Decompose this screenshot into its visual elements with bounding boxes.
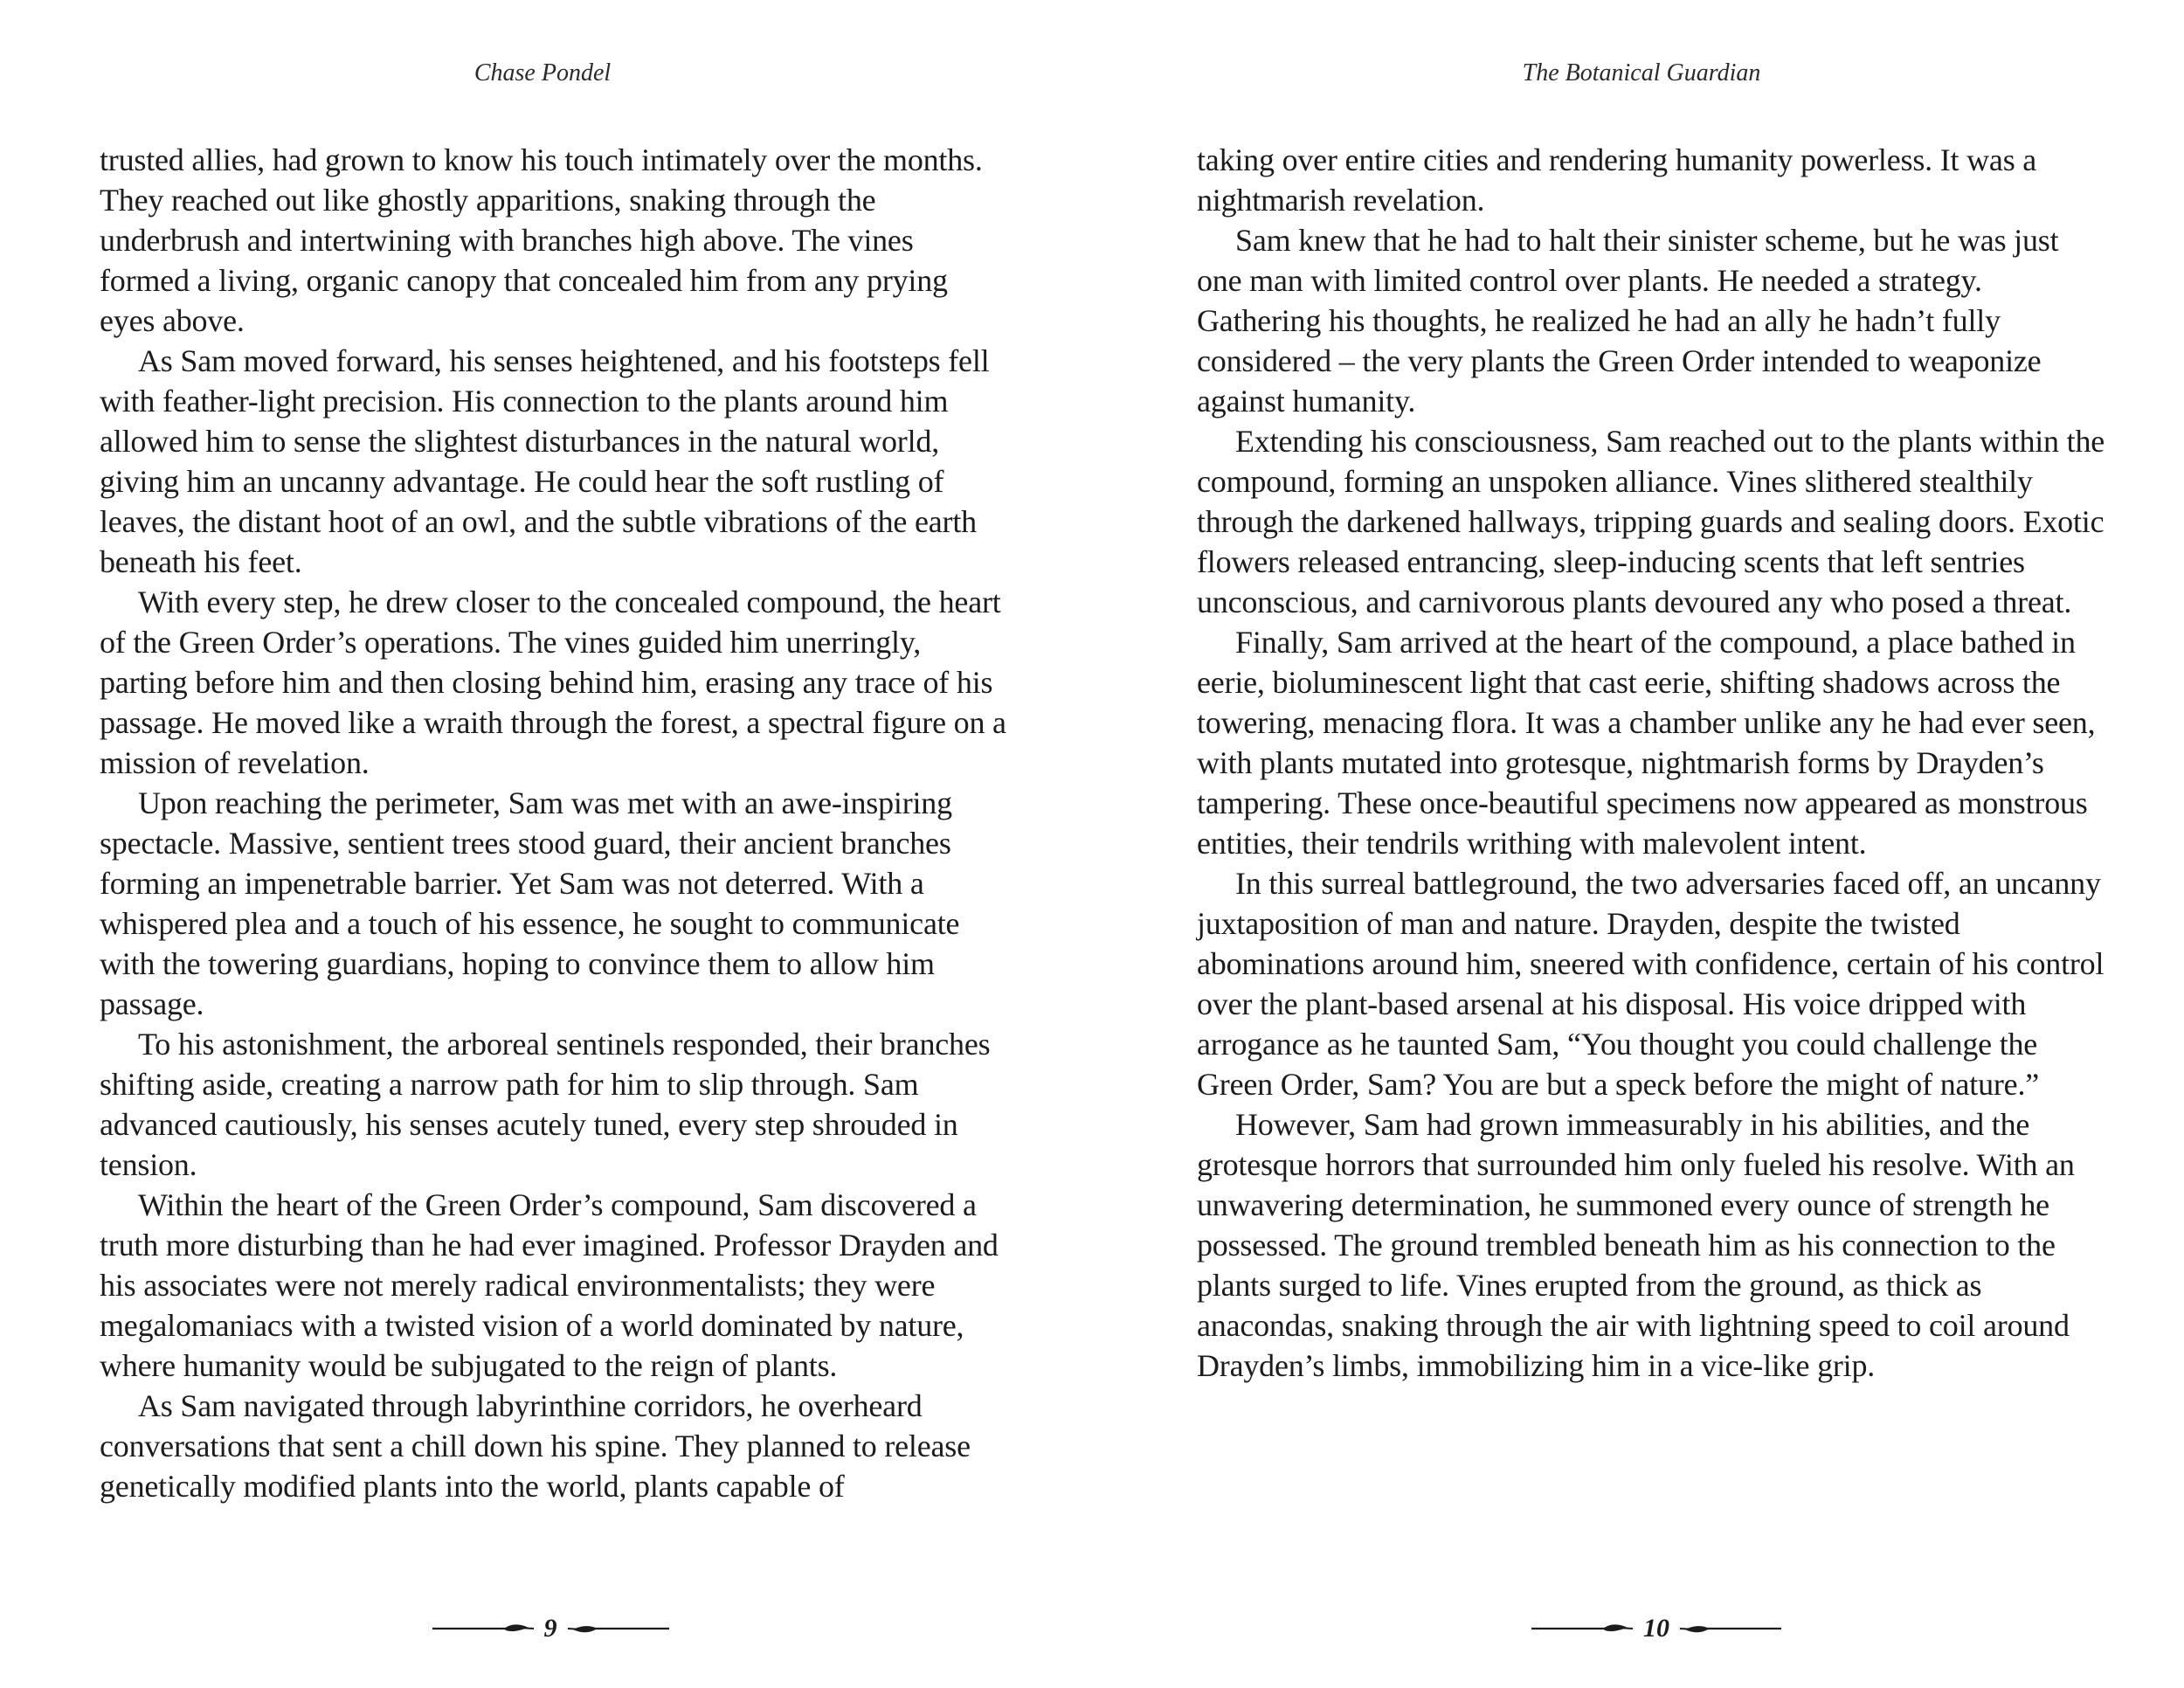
left-flourish-icon — [431, 1620, 536, 1637]
right-page — [1092, 0, 2184, 1688]
paragraph: taking over entire cities and rendering humanity powerless. It was a nightmarish revelation. — [1197, 142, 2037, 218]
running-head-title: The Botanical Guardian — [1522, 59, 1761, 86]
right-page-body — [1197, 140, 2105, 1386]
paragraph: To his astonishment, the arboreal sentinels responded, their branches shifting aside, creating a narrow path for him to slip through. Sam advanced cautiously, his senses acutely tuned, every step shrouded in tension. — [100, 1027, 991, 1182]
running-head-author: Chase Pondel — [473, 59, 612, 86]
right-flourish-icon — [566, 1620, 671, 1637]
paragraph: trusted allies, had grown to know his touch intimately over the months. They reached out like ghostly apparitions, snaking through the underbrush and intertwining with branches high above. The vines formed a living, organic canopy that concealed him from any prying eyes above. — [100, 142, 983, 338]
paragraph: As Sam navigated through labyrinthine corridors, he overheard conversations that sent a chill down his spine. They planned to release genetically modified plants into the world, plants capable of — [100, 1388, 971, 1504]
left-page-body — [100, 140, 1008, 1506]
page-number: 10 — [1643, 1614, 1669, 1643]
paragraph: As Sam moved forward, his senses heightened, and his footsteps fell with feather-light precision. His connection to the plants around him allowed him to sense the slightest disturbances in the natural world, giving him an uncanny advantage. He could hear the soft rustling of leaves, the distant hoot of an owl, and the subtle vibrations of the earth beneath his feet. — [100, 343, 990, 579]
paragraph: Sam knew that he had to halt their sinister scheme, but he was just one man with limited control over plants. He needed a strategy. Gathering his thoughts, he realized he had an ally he hadn’t fully considered – the very plants the Green Order intended to weaponize against humanity. — [1197, 223, 2059, 419]
left-flourish-icon — [1530, 1620, 1635, 1637]
page-number-footer — [1508, 1609, 1805, 1648]
paragraph: Upon reaching the perimeter, Sam was met with an awe-inspiring spectacle. Massive, sentient trees stood guard, their ancient branches forming an impenetrable barrier. Yet Sam was not deterred. With a whispered plea and a touch of his essence, he sought to communicate with the towering guardians, hoping to convince them to allow him passage. — [100, 785, 960, 1021]
paragraph: With every step, he drew closer to the concealed compound, the heart of the Green Order’s operations. The vines guided him unerringly, parting before him and then closing behind him, erasing any trace of his passage. He moved like a wraith through the forest, a spectral figure on a mission of revelation. — [100, 585, 1006, 780]
paragraph: In this surreal battleground, the two adversaries faced off, an uncanny juxtaposition of man and nature. Drayden, despite the twisted abominations around him, sneered with confidence, certain of his control over the plant-based arsenal at his disposal. His voice dripped with arrogance as he taunted Sam, “You thought you could challenge the Green Order, Sam? You are but a speck before the might of nature.” — [1197, 866, 2105, 1102]
paragraph: Finally, Sam arrived at the heart of the compound, a place bathed in eerie, bioluminescent light that cast eerie, shifting shadows across the towering, menacing flora. It was a chamber unlike any he had ever seen, with plants mutated into grotesque, nightmarish forms by Drayden’s tampering. These once-beautiful specimens now appeared as monstrous entities, their tendrils writhing with malevolent intent. — [1197, 625, 2096, 861]
right-flourish-icon — [1678, 1620, 1783, 1637]
page-number: 9 — [543, 1614, 557, 1643]
paragraph: Extending his consciousness, Sam reached out to the plants within the compound, forming an unspoken alliance. Vines slithered stealthily through the darkened hallways, tripping guards and sealing doors. Exotic flowers released entrancing, sleep-inducing scents that left sentries unconscious, and carnivorous plants devoured any who posed a threat. — [1197, 424, 2105, 619]
paragraph: Within the heart of the Green Order’s compound, Sam discovered a truth more disturbing than he had ever imagined. Professor Drayden and his associates were not merely radical environmentalists; they were megalomaniacs with a twisted vision of a world dominated by nature, where humanity would be subjugated to the reign of plants. — [100, 1187, 999, 1383]
page-number-footer — [402, 1609, 699, 1648]
paragraph: However, Sam had grown immeasurably in his abilities, and the grotesque horrors that surrounded him only fueled his resolve. With an unwavering determination, he summoned every ounce of strength he possessed. The ground trembled beneath him as his connection to the plants surged to life. Vines erupted from the ground, as thick as anacondas, snaking through the air with lightning speed to coil around Drayden’s limbs, immobilizing him in a vice-like grip. — [1197, 1107, 2075, 1383]
